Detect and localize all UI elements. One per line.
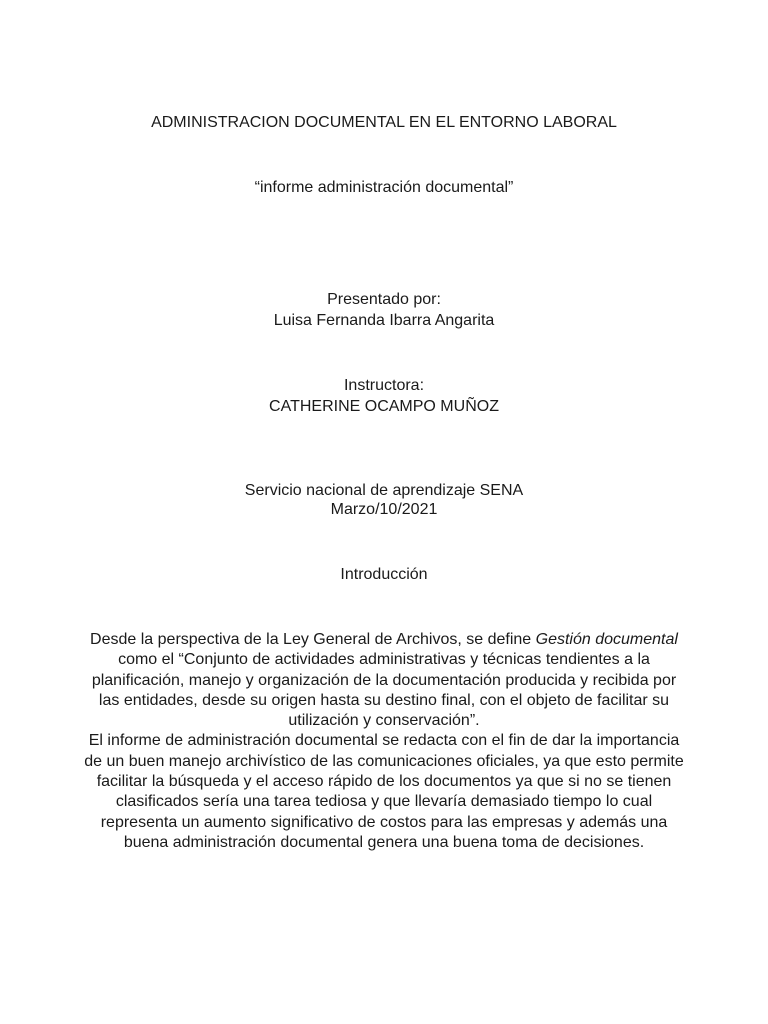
instructor-label: Instructora: [343, 377, 425, 394]
document-date: Marzo/10/2021 [330, 501, 438, 518]
introduction-body [84, 630, 684, 853]
author-name: Luisa Fernanda Ibarra Angarita [273, 312, 495, 329]
section-heading-introduction: Introducción [340, 566, 428, 583]
institution-name: Servicio nacional de aprendizaje SENA [244, 482, 524, 499]
paragraph-1-term: Gestión documental [535, 631, 678, 648]
presented-by-label: Presentado por: [327, 291, 441, 308]
document-subtitle: “informe administración documental” [254, 179, 514, 196]
paragraph-1-lead: Desde la perspectiva de la Ley General de Archivos, se define [90, 631, 536, 648]
document-title: ADMINISTRACION DOCUMENTAL EN EL ENTORNO LABORAL [151, 114, 617, 131]
paragraph-1 [84, 630, 684, 731]
paragraph-2: El informe de administración documental se redacta con el fin de dar la importancia de un buen manejo archivístico de las comunicaciones oficiales, ya que esto permite facilitar la búsqueda y el acceso rápido de los documentos ya que si no se tienen clasificados sería una tarea tediosa y que llevaría demasiado tiempo lo cual representa un aumento significativo de costos para las empresas y además una buena administración documental genera una buena toma de decisiones. [84, 732, 684, 851]
instructor-name: CATHERINE OCAMPO MUÑOZ [269, 398, 499, 415]
paragraph-1-rest: como el “Conjunto de actividades administrativas y técnicas tendientes a la planificación, manejo y organización de la documentación producida y recibida por las entidades, desde su origen hasta su destino final, con el objeto de facilitar su utilización y conservación”. [91, 651, 677, 730]
